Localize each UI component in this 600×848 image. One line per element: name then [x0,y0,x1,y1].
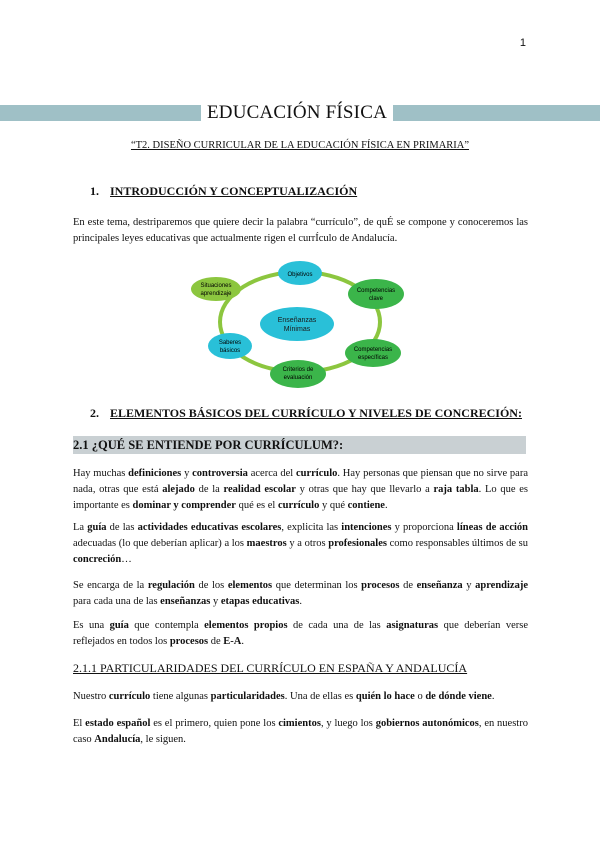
criterios-line-1: Criterios de [282,367,314,373]
situaciones-line-2: aprendizaje [200,291,232,297]
criterios-line-2: evaluación [283,375,313,381]
paragraph-state: El estado español es el primero, quien pone los cimientos, y luego los gobiernos autonómicos, en nuestro caso Andalucía, le siguen. [73,718,528,745]
intro-paragraph: En este tema, destriparemos que quiere decir la palabra “currículo”, de quÉ se compone y conoceremos las principales leyes educativas que actualmente rigen el currÍculo de Andalucía. [73,217,528,244]
paragraph-definitions: Hay muchas definiciones y controversia acerca del currículo. Hay personas que piensan que no sirve para nada, otras que está alejado de la realidad escolar y otras que hay que llevarlo a raja tabla. Lo que es importante es dominar y comprender qué es el currículo y qué contiene. [73,468,528,511]
section-1-title: INTRODUCCIÓN Y CONCEPTUALIZACIÓN [110,184,358,198]
curriculum-elements-diagram [180,258,420,390]
comp-esp-line-2: específicas [357,355,389,361]
diagram-node-competencias-clave [348,279,404,309]
diagram-node-competencias-especificas [345,339,401,367]
comp-clave-line-1: Competencias [356,288,396,294]
paragraph-elements: Es una guía que contempla elementos propios de cada una de las asignaturas que deberían verse reflejados en todos los procesos de E-A. [73,620,528,647]
page-title: EDUCACIÓN FÍSICA [201,101,393,125]
comp-clave-line-2: clave [368,296,384,302]
center-line-2: Mínimas [283,326,311,333]
diagram-node-saberes-basicos [208,333,252,359]
saberes-line-2: básicos [219,348,241,354]
diagram-node-situaciones-aprendizaje [191,277,241,301]
comp-esp-line-1: Competencias [353,347,393,353]
center-line-1: Enseñanzas [277,317,317,324]
paragraph-regulation: Se encarga de la regulación de los elementos que determinan los procesos de enseñanza y aprendizaje para cada una de las enseñanzas y etapas educativas. [73,580,528,607]
page-number: 1 [519,37,526,49]
section-2-1-heading: 2.1 ¿QUÉ SE ENTIENDE POR CURRÍCULUM?: [73,436,526,454]
document-subtitle: “T2. DISEÑO CURRICULAR DE LA EDUCACIÓN FÍSICA EN PRIMARIA” [130,140,470,151]
saberes-line-1: Saberes [218,340,242,346]
objetivos-label: Objetivos [287,272,313,278]
diagram-node-criterios-evaluacion [270,360,326,388]
section-2-1-1-heading: 2.1.1 PARTICULARIDADES DEL CURRÍCULO EN ESPAÑA Y ANDALUCÍA [73,661,468,675]
paragraph-guide: La guía de las actividades educativas escolares, explicita las intenciones y proporciona líneas de acción adecuadas (lo que deberían aplicar) a los maestros y a otros profesionales como responsables últimos de su concreción… [73,522,528,565]
section-1-number: 1. [90,184,99,198]
diagram-node-objetivos [278,261,322,285]
situaciones-line-1: Situaciones [200,283,232,289]
paragraph-particularities: Nuestro currículo tiene algunas particularidades. Una de ellas es quién lo hace o de dónde viene. [73,691,495,702]
section-2-title: ELEMENTOS BÁSICOS DEL CURRÍCULO Y NIVELES DE CONCRECIÓN: [110,406,522,420]
diagram-center-node [260,307,334,341]
section-2-heading [90,406,522,421]
section-1-heading [90,184,357,199]
section-2-number: 2. [90,406,99,420]
